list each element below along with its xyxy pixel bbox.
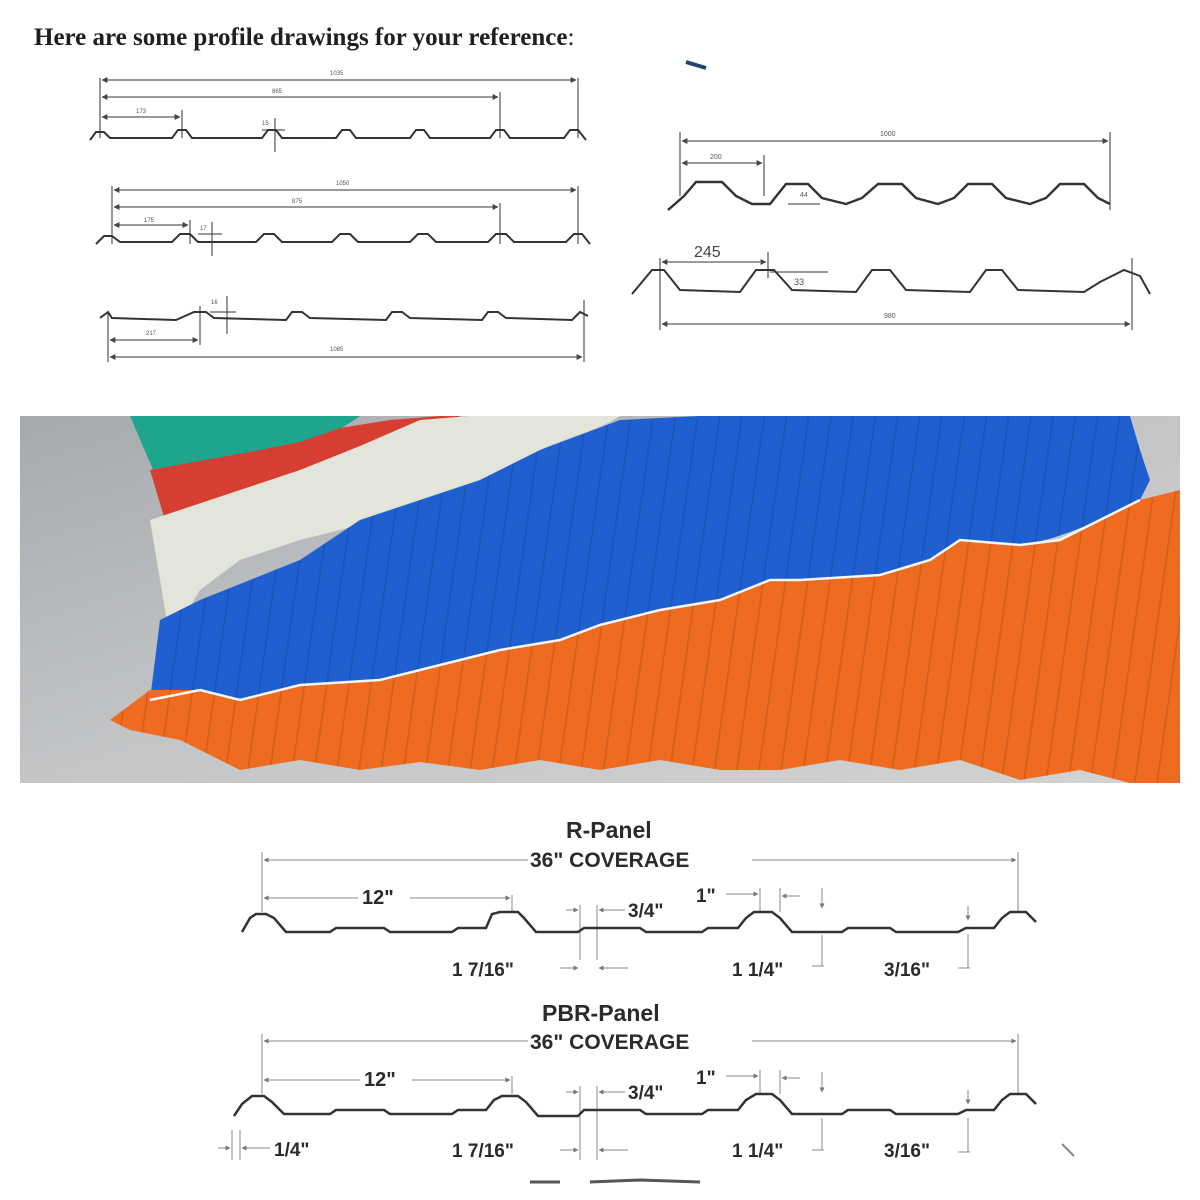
profile1-dim-1: 1035 (330, 71, 344, 77)
stray-mark (1062, 1144, 1074, 1156)
pbr-panel-leg-label: 1/4" (274, 1140, 310, 1161)
r-panel-span-label: 12" (362, 887, 394, 909)
r-panel-rib-base-label: 1 7/16" (452, 960, 514, 981)
profile4-dim-1: 1000 (880, 131, 896, 138)
profile5-dim-2: 33 (794, 277, 805, 287)
profile2-dim-1: 1050 (336, 181, 350, 187)
pbr-panel-diagram (218, 1000, 1036, 1162)
r-panel-coverage: 36" COVERAGE (530, 849, 690, 872)
profile4-dim-3: 44 (800, 192, 808, 199)
profile5-dim-3: 980 (884, 313, 896, 320)
r-panel-title: R-Panel (566, 817, 652, 843)
pbr-panel-minor-rib-label: 3/16" (884, 1141, 930, 1162)
profile2-dim-2: 875 (292, 199, 303, 205)
profile3-dim-1: 1085 (330, 347, 344, 353)
pbr-panel-title: PBR-Panel (542, 1000, 660, 1026)
heading-colon: : (567, 24, 575, 51)
profile2-dim-4: 17 (200, 226, 207, 232)
profile1-dim-2: 865 (272, 89, 283, 95)
pbr-panel-span-label: 12" (364, 1069, 396, 1091)
profile2-dim-3: 175 (144, 218, 155, 224)
pbr-panel-rib-height-label: 1 1/4" (732, 1141, 784, 1162)
pbr-panel-rib-top-label: 3/4" (628, 1083, 664, 1104)
profile5-dim-1: 245 (694, 244, 721, 261)
pbr-panel-rib-flat-label: 1" (696, 1068, 716, 1089)
profile4-dim-2: 200 (710, 154, 722, 161)
pbr-panel-rib-base-label: 1 7/16" (452, 1141, 514, 1162)
profile1-dim-4: 15 (262, 121, 269, 127)
cropped-caption-fragment (530, 1180, 700, 1182)
r-panel-rib-height-label: 1 1/4" (732, 960, 784, 981)
r-panel-diagram (242, 817, 1036, 981)
profile3-dim-3: 16 (211, 300, 218, 306)
heading-text: Here are some profile drawings for your reference (34, 24, 568, 51)
profile3-dim-2: 217 (146, 331, 157, 337)
r-panel-minor-rib-label: 3/16" (884, 960, 930, 981)
profile1-dim-3: 173 (136, 109, 147, 115)
r-panel-rib-flat-label: 1" (696, 886, 716, 907)
r-panel-rib-top-label: 3/4" (628, 901, 664, 922)
pbr-panel-coverage: 36" COVERAGE (530, 1031, 690, 1054)
